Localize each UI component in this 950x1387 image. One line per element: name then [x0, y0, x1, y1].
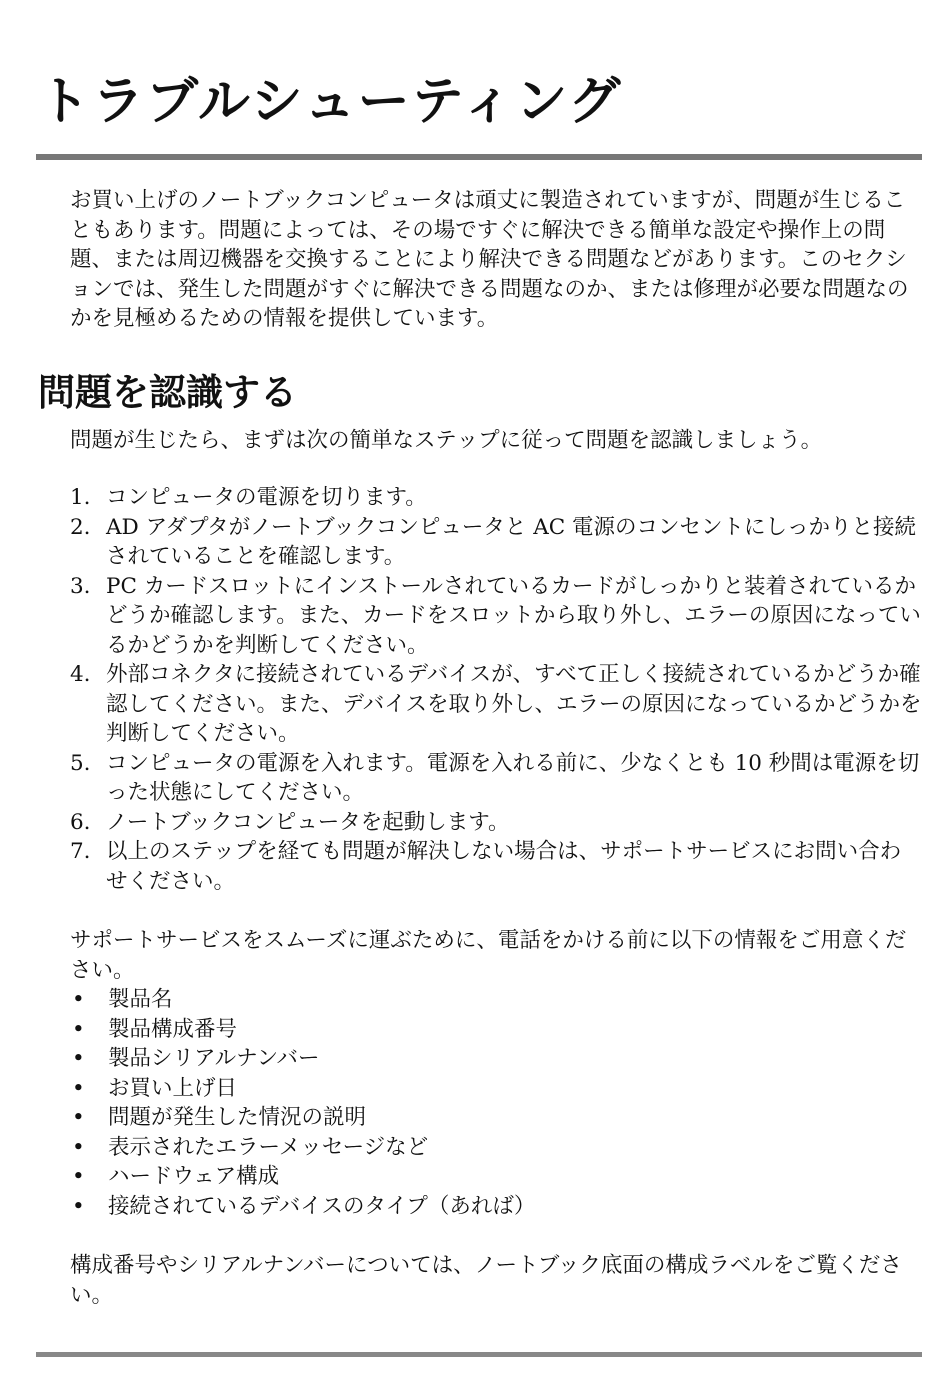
section-heading: 問題を認識する — [38, 370, 297, 414]
page-title: トラブルシューティング — [38, 72, 623, 132]
list-item — [70, 1133, 922, 1163]
bullet-icon: • — [72, 1164, 85, 1189]
list-item-text: 問題が発生した情況の説明 — [108, 1105, 367, 1130]
list-item-text: 表示されたエラーメッセージなど — [108, 1134, 429, 1160]
header-divider — [36, 154, 922, 160]
step-text: 以上のステップを経ても問題が解決しない場合は、サポートサービスにお問い合わせください。 — [106, 839, 902, 894]
step-number: 5. — [70, 750, 91, 776]
step-number: 2. — [70, 514, 91, 540]
info-list — [70, 985, 922, 1221]
footer-note: 構成番号やシリアルナンバーについては、ノートブック底面の構成ラベルをご覧ください。 — [70, 1253, 902, 1308]
bullet-icon: • — [72, 1016, 85, 1042]
support-intro: サポートサービスをスムーズに運ぶために、電話をかける前に以下の情報をご用意ください。 — [70, 928, 907, 983]
step-number: 6. — [70, 809, 91, 835]
bullet-icon: • — [72, 1134, 85, 1160]
bullet-icon: • — [72, 1075, 85, 1101]
list-item-text: ハードウェア構成 — [108, 1164, 280, 1189]
list-item — [70, 1044, 922, 1074]
step-item — [70, 749, 922, 808]
step-item — [70, 483, 922, 513]
footer-divider — [36, 1352, 922, 1357]
list-item — [70, 1162, 922, 1192]
step-text: AD アダプタがノートブックコンピュータと AC 電源のコンセントにしっかりと接続されていることを確認します。 — [106, 514, 917, 569]
list-item-text: 製品構成番号 — [108, 1016, 238, 1042]
list-item — [70, 1015, 922, 1045]
step-text: コンピュータの電源を入れます。電源を入れる前に、少なくとも 10 秒間は電源を切った状態にしてください。 — [106, 750, 920, 805]
list-item — [70, 985, 922, 1015]
bullet-icon: • — [72, 1193, 85, 1219]
step-item — [70, 660, 922, 749]
step-number: 4. — [70, 662, 91, 687]
step-item — [70, 572, 922, 661]
bullet-icon: • — [72, 1046, 85, 1071]
step-text: ノートブックコンピュータを起動します。 — [106, 809, 510, 835]
step-text: コンピュータの電源を切ります。 — [106, 485, 427, 510]
section-lead: 問題が生じたら、まずは次の簡単なステップに従って問題を認識しましょう。 — [70, 427, 823, 453]
step-number: 3. — [70, 573, 91, 599]
page-content — [38, 186, 922, 1310]
intro-paragraph: お買い上げのノートブックコンピュータは頑丈に製造されていますが、問題が生じることもあります。問題によっては、その場ですぐに解決できる簡単な設定や操作上の問題、または周辺機器を交換することにより解決できる問題などがあります。このセクションでは、発生した問題がすぐに解決できる問題なのか、または修理が必要な問題なのかを見極めるための情報を提供しています。 — [70, 188, 909, 331]
steps-list — [70, 483, 922, 896]
step-text: 外部コネクタに接続されているデバイスが、すべて正しく接続されているかどうか確認してください。また、デバイスを取り外し、エラーの原因になっているかどうかを判断してください。 — [106, 662, 922, 746]
list-item-text: 接続されているデバイスのタイプ（あれば） — [108, 1193, 536, 1219]
step-item — [70, 808, 922, 838]
list-item — [70, 1074, 922, 1104]
step-text: PC カードスロットにインストールされているカードがしっかりと装着されているかどうか確認します。また、カードをスロットから取り外し、エラーの原因になっているかどうかを判断してください。 — [106, 573, 921, 658]
list-item-text: 製品シリアルナンバー — [108, 1046, 320, 1071]
step-item — [70, 837, 922, 896]
step-item — [70, 513, 922, 572]
bullet-icon: • — [72, 1105, 85, 1130]
list-item-text: 製品名 — [108, 987, 173, 1012]
step-number: 1. — [70, 485, 91, 510]
list-item-text: お買い上げ日 — [108, 1075, 238, 1101]
list-item — [70, 1103, 922, 1133]
step-number: 7. — [70, 839, 91, 864]
bullet-icon: • — [72, 987, 85, 1012]
list-item — [70, 1192, 922, 1222]
